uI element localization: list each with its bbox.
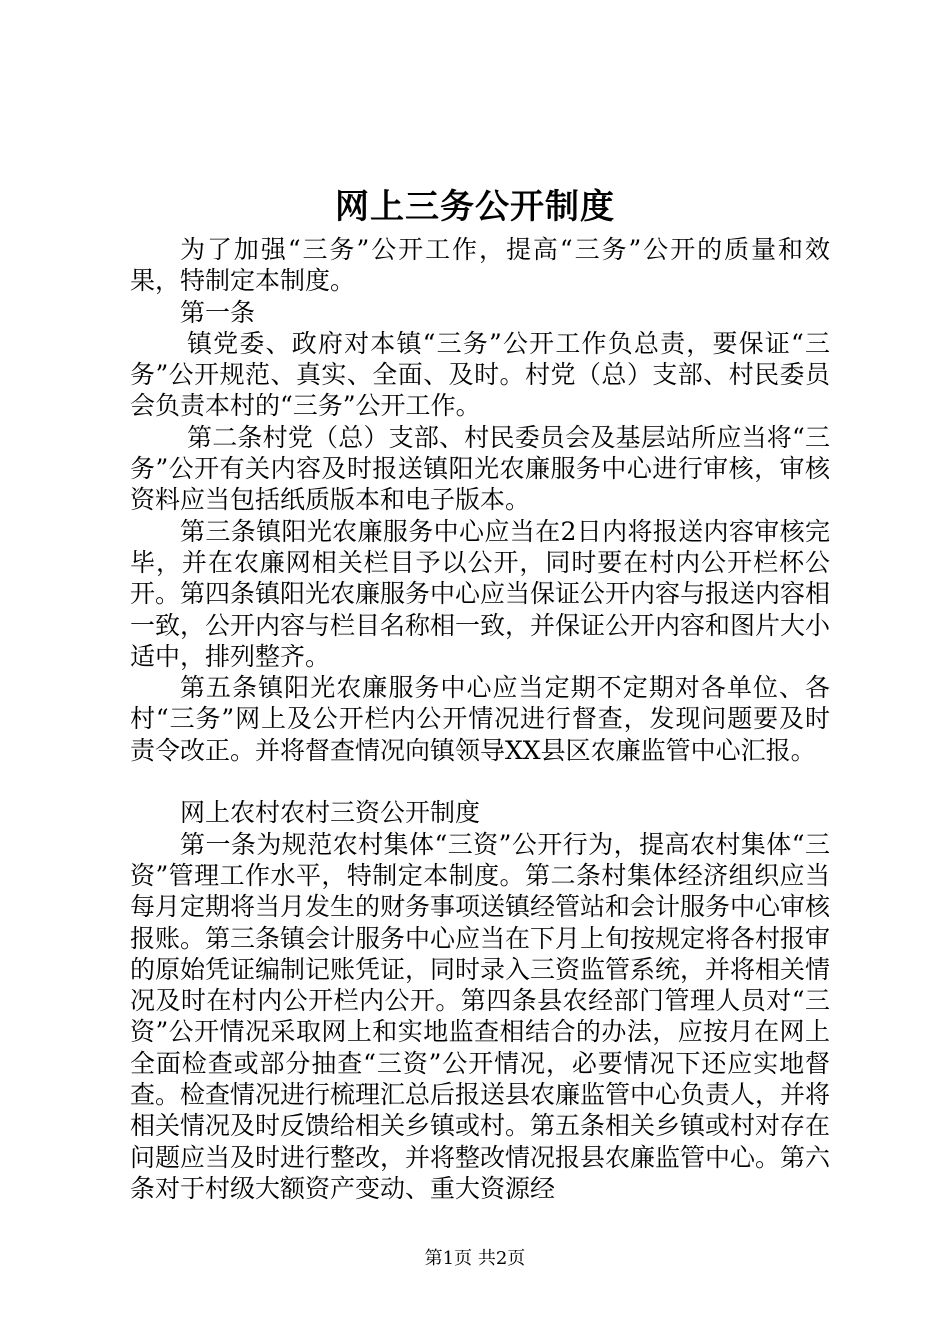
document-body — [130, 234, 830, 1204]
intro-paragraph: 为了加强“三务”公开工作，提高“三务”公开的质量和效果，特制定本制度。 — [130, 235, 830, 296]
article-5-paragraph: 第五条镇阳光农廉服务中心应当定期不定期对各单位、各村“三务”网上及公开栏内公开情况进行督查，发现问题要及时责令改正。并将督查情况向镇领导XX县区农廉监管中心汇报。 — [130, 673, 830, 765]
article-1-paragraph: 镇党委、政府对本镇“三务”公开工作负总责，要保证“三务”公开规范、真实、全面、及时。村党（总）支部、村民委员会负责本村的“三务”公开工作。 — [130, 328, 830, 421]
blank-line — [130, 766, 830, 797]
article-1-heading: 第一条 — [180, 297, 256, 327]
page-footer: 第1页 共2页 — [424, 1248, 526, 1269]
section-2-title: 网上农村农村三资公开制度 — [180, 798, 481, 828]
section-2-paragraph: 第一条为规范农村集体“三资”公开行为，提高农村集体“三资”管理工作水平，特制定本制度。第二条村集体经济组织应当每月定期将当月发生的财务事项送镇经管站和会计服务中心审核报账。第三条镇会计服务中心应当在下月上旬按规定将各村报审的原始凭证编制记账凭证，同时录入三资监管系统，并将相关情况及时在村内公开栏内公开。第四条县农经部门管理人员对“三资”公开情况采取网上和实地监查相结合的办法，应按月在网上全面检查或部分抽查“三资”公开情况，必要情况下还应实地督查。检查情况进行梳理汇总后报送县农廉监管中心负责人，并将相关情况及时反馈给相关乡镇或村。第五条相关乡镇或村对存在问题应当及时进行整改，并将整改情况报县农廉监管中心。第六条对于村级大额资产变动、重大资源经 — [130, 829, 831, 1203]
article-2-paragraph: 第二条村党（总）支部、村民委员会及基层站所应当将“三务”公开有关内容及时报送镇阳光农廉服务中心进行审核，审核资料应当包括纸质版本和电子版本。 — [130, 422, 830, 515]
document-title: 网上三务公开制度 — [335, 187, 615, 227]
article-3-4-paragraph: 第三条镇阳光农廉服务中心应当在2日内将报送内容审核完毕，并在农廉网相关栏目予以公开，同时要在村内公开栏杯公开。第四条镇阳光农廉服务中心应当保证公开内容与报送内容相一致，公开内容与栏目名称相一致，并保证公开内容和图片大小适中，排列整齐。 — [130, 516, 831, 671]
